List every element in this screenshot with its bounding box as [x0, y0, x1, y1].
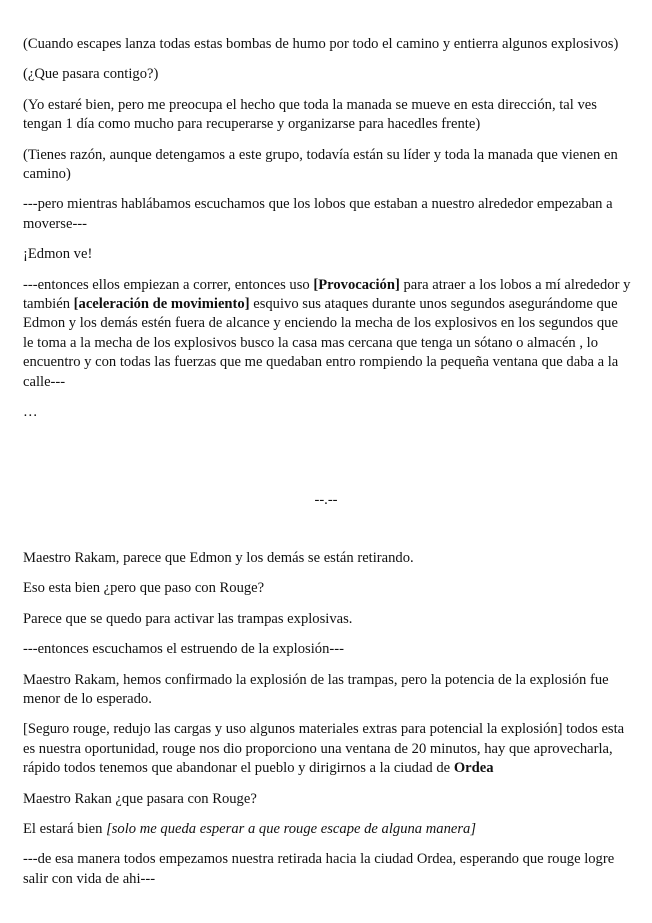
scene-separator: --.-- [314, 492, 338, 508]
ellipsis: … [23, 404, 38, 421]
bold-city-name: Ordea [453, 760, 494, 777]
document-section-2 [23, 549, 632, 900]
paragraph: Eso esta bien ¿pero que paso con Rouge? [23, 580, 265, 597]
paragraph: Maestro Rakam, parece que Edmon y los demás se están retirando. [23, 550, 414, 566]
text-run: [Seguro rouge, redujo las cargas y uso algunos materiales extras para potencial la explosión] todos esta es nuestra oportunidad, rouge nos dio proporciono una ventana de 20 minutos, hay que aprovecharla, rápido todos tenemos que abandonar el pueblo y dirigirnos a la ciudad de [23, 721, 625, 777]
paragraph: ---pero mientras hablábamos escuchamos que los lobos que estaban a nuestro alrededor empezaban a moverse--- [23, 196, 613, 232]
text-run: esquivo sus ataques durante unos segundos asegurándome que Edmon y los demás estén fuera de alcance y enciendo la mecha de los explosivos en los segundos que le toma a la mecha de los explosivos busco la casa mas cercana que tenga un sótano o almacén , lo encuentro y con todas las fuerzas que me quedaban entro rompiendo la pequeña ventana que daba a la calle--- [23, 296, 619, 390]
paragraph [23, 276, 632, 392]
paragraph: (Yo estaré bien, pero me preocupa el hecho que toda la manada se mueve en esta dirección, tal ves tengan 1 día como mucho para recuperarse y organizarse para hacedles frente) [23, 96, 597, 133]
paragraph: ¡Edmon ve! [23, 246, 93, 263]
paragraph: Maestro Rakam, hemos confirmado la explosión de las trampas, pero la potencia de la explosión fue menor de lo esperado. [23, 671, 609, 708]
bold-skill-name: [Provocación] [313, 276, 400, 293]
text-run: para atraer a los lobos a mí alrededor y también [23, 276, 631, 313]
text-run: ---entonces ellos empiezan a correr, entonces uso [23, 276, 314, 293]
text-run: El estará bien [23, 821, 107, 838]
paragraph: Parece que se quedo para activar las trampas explosivas. [23, 610, 353, 627]
paragraph: (Tienes razón, aunque detengamos a este grupo, todavía están su líder y toda la manada que vienen en camino) [23, 146, 618, 183]
paragraph: (¿Que pasara contigo?) [23, 66, 159, 83]
paragraph: ---entonces escuchamos el estruendo de la explosión--- [23, 641, 344, 658]
paragraph [23, 820, 632, 839]
paragraph: (Cuando escapes lanza todas estas bombas de humo por todo el camino y entierra algunos explosivos) [23, 36, 619, 52]
paragraph: ---de esa manera todos empezamos nuestra retirada hacia la ciudad Ordea, esperando que rouge logre salir con vida de ahi--- [23, 851, 615, 887]
italic-thought: [solo me queda esperar a que rouge escape de alguna manera] [106, 821, 476, 838]
bold-skill-name: [aceleración de movimiento] [73, 296, 250, 313]
paragraph: Maestro Rakan ¿que pasara con Rouge? [23, 790, 257, 807]
paragraph [23, 720, 632, 778]
